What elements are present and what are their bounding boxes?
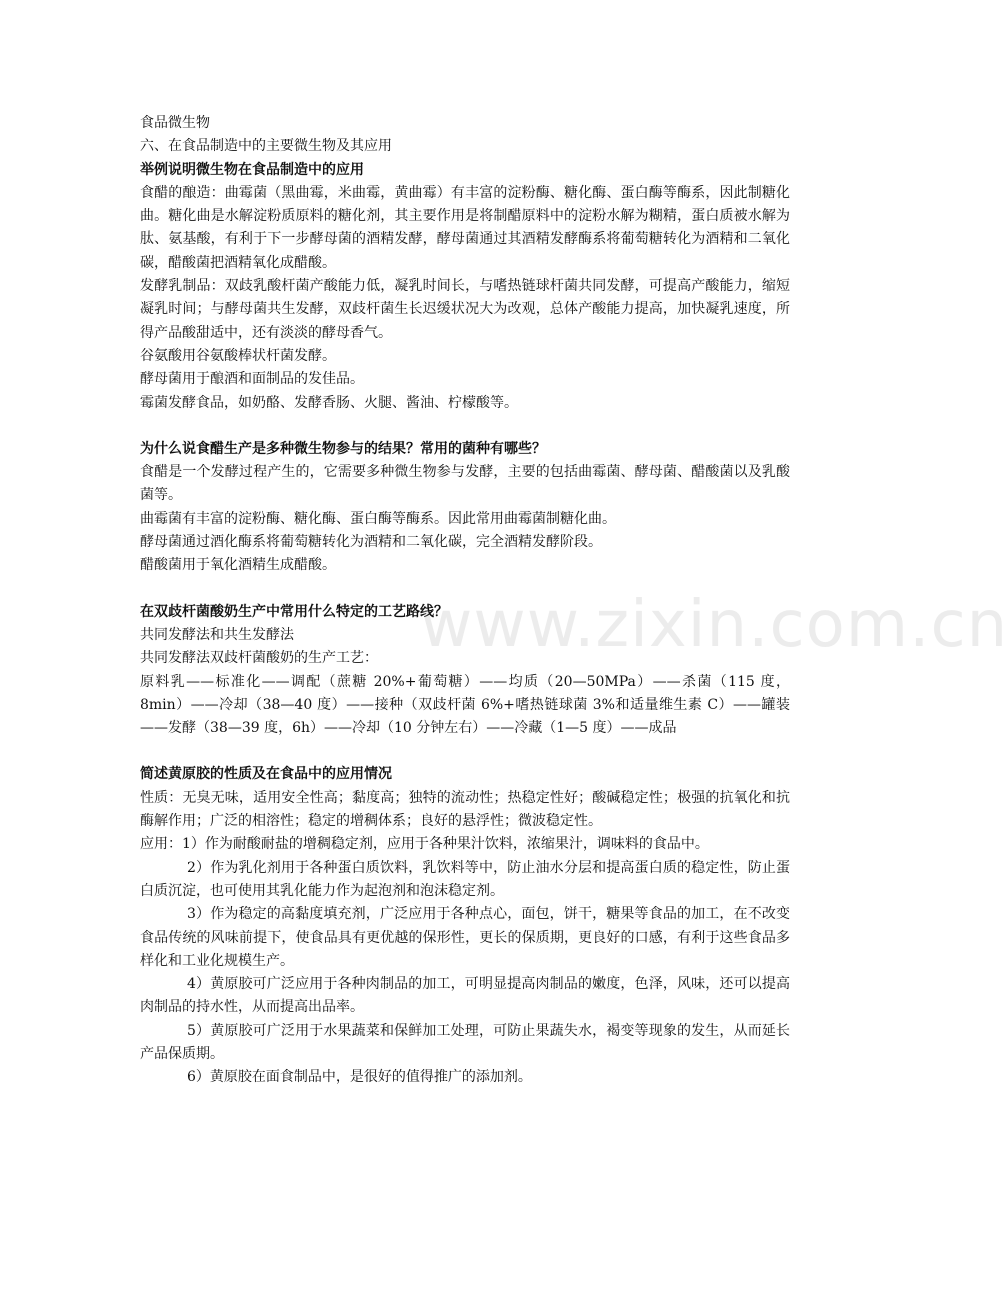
section-4-application-4: 4）黄原胶可广泛应用于各种肉制品的加工，可明显提高肉制品的嫩度，色泽，风味，还可以提高肉制品的持水性，从而提高出品率。 — [140, 976, 790, 1016]
section-4-properties: 性质：无臭无味，适用安全性高；黏度高；独特的流动性；热稳定性好；酸碱稳定性；极强的抗氧化和抗酶解作用；广泛的相溶性；稳定的增稠体系；良好的悬浮性；微波稳定性。 — [140, 789, 790, 830]
section-3-paragraph-1: 共同发酵法和共生发酵法 — [140, 626, 294, 643]
section-4-application-1: 应用：1）作为耐酸耐盐的增稠稳定剂，应用于各种果汁饮料，浓缩果汁，调味料的食品中。 — [140, 836, 709, 853]
section-1-paragraph-yeast: 酵母菌用于酿酒和面制品的发佳品。 — [140, 371, 364, 388]
section-1-paragraph-mold: 霉菌发酵食品，如奶酪、发酵香肠、火腿、酱油、柠檬酸等。 — [140, 394, 518, 411]
section-spacer — [140, 740, 790, 763]
chapter-heading: 六、在食品制造中的主要微生物及其应用 — [140, 138, 392, 155]
section-3-heading: 在双歧杆菌酸奶生产中常用什么特定的工艺路线？ — [140, 603, 448, 620]
section-2-paragraph-3: 酵母菌通过酒化酶系将葡萄糖转化为酒精和二氧化碳，完全酒精发酵阶段。 — [140, 534, 602, 551]
section-spacer — [140, 578, 790, 601]
section-3-process-flow: 原料乳——标准化——调配（蔗糖 20%+葡萄糖）——均质（20—50MPa）——杀菌（115 度，8min）——冷却（38—40 度）——接种（双歧杆菌 6%+嗜热链球菌 3%和适量维生素 C）——罐装——发酵（38—39 度，6h）——冷却（10 分钟左右）——冷藏（1—5 度）——成品 — [140, 673, 790, 737]
section-2-heading: 为什么说食醋生产是多种微生物参与的结果？常用的菌种有哪些？ — [140, 440, 546, 457]
section-1-paragraph-dairy: 发酵乳制品：双歧乳酸杆菌产酸能力低，凝乳时间长，与嗜热链球杆菌共同发酵，可提高产酸能力，缩短凝乳时间；与酵母菌共生发酵，双歧杆菌生长迟缓状况大为改观，总体产酸能力提高，加快凝乳速度，所得产品酸甜适中，还有淡淡的酵母香气。 — [140, 278, 790, 341]
section-1-paragraph-vinegar: 食醋的酿造：曲霉菌（黑曲霉，米曲霉，黄曲霉）有丰富的淀粉酶、糖化酶、蛋白酶等酶系，因此制糖化曲。糖化曲是水解淀粉质原料的糖化剂，其主要作用是将制醋原料中的淀粉水解为糊精，蛋白质被水解为肽、氨基酸，有利于下一步酵母菌的酒精发酵，酵母菌通过其酒精发酵酶系将葡萄糖转化为酒精和二氧化碳，醋酸菌把酒精氧化成醋酸。 — [140, 184, 790, 271]
section-2-paragraph-4: 醋酸菌用于氧化酒精生成醋酸。 — [140, 557, 336, 574]
section-1-heading: 举例说明微生物在食品制造中的应用 — [140, 161, 364, 178]
section-2-paragraph-1: 食醋是一个发酵过程产生的，它需要多种微生物参与发酵，主要的包括曲霉菌、酵母菌、醋酸菌以及乳酸菌等。 — [140, 464, 790, 504]
document-body — [140, 112, 790, 1090]
section-4-application-6: 6）黄原胶在面食制品中，是很好的值得推广的添加剂。 — [187, 1069, 532, 1086]
section-1-paragraph-glutamate: 谷氨酸用谷氨酸棒状杆菌发酵。 — [140, 347, 336, 364]
section-4-application-5: 5）黄原胶可广泛用于水果蔬菜和保鲜加工处理，可防止果蔬失水，褐变等现象的发生，从而延长产品保质期。 — [140, 1022, 790, 1062]
section-3-paragraph-2: 共同发酵法双歧杆菌酸奶的生产工艺： — [140, 650, 378, 667]
section-4-heading: 简述黄原胶的性质及在食品中的应用情况 — [140, 766, 392, 783]
section-4-application-2: 2）作为乳化剂用于各种蛋白质饮料，乳饮料等中，防止油水分层和提高蛋白质的稳定性，防止蛋白质沉淀，也可使用其乳化能力作为起泡剂和泡沫稳定剂。 — [140, 859, 790, 899]
document-title: 食品微生物 — [140, 115, 210, 131]
watermark: www.zixin.com.cn — [420, 588, 1008, 662]
section-4-application-3: 3）作为稳定的高黏度填充剂，广泛应用于各种点心，面包，饼干，糖果等食品的加工，在不改变食品传统的风味前提下，使食品具有更优越的保形性，更长的保质期，更良好的口感，有利于这些食品多样化和工业化规模生产。 — [140, 906, 790, 969]
section-2-paragraph-2: 曲霉菌有丰富的淀粉酶、糖化酶、蛋白酶等酶系。因此常用曲霉菌制糖化曲。 — [140, 510, 616, 527]
section-spacer — [140, 415, 790, 438]
